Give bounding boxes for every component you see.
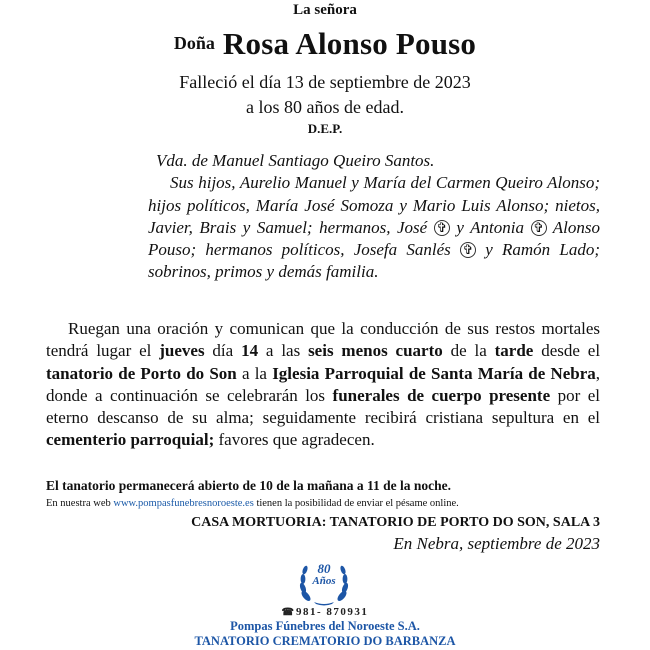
announcement-text: a las	[265, 341, 301, 361]
web-suffix: tienen la posibilidad de enviar el pésame online.	[256, 498, 459, 509]
family-text-3: Alonso Pouso; hermanos políticos, Josefa Sanlés	[148, 217, 601, 260]
name-prefix: Doña	[173, 33, 215, 53]
web-notice	[46, 498, 606, 509]
cross-icon: ✞	[434, 220, 450, 236]
announcement-bold: tanatorio de Porto do Son	[46, 363, 237, 383]
dep-label: D.E.P.	[307, 121, 343, 136]
death-date: Falleció el día 13 de septiembre de 2023	[179, 72, 471, 92]
announcement-text: de la	[450, 341, 487, 361]
family-text-1: Sus hijos, Aurelio Manuel y María del Carmen Queiro Alonso; hijos políticos, María José Somoza y Mario Luis Alonso; nietos, Javier, Brais y Samuel; hermanos, José	[148, 173, 600, 237]
announcement-bold: funerales de cuerpo presente	[332, 385, 551, 405]
mortuary-location: CASA MORTUORIA: TANATORIO DE PORTO DO SON, SALA 3	[191, 515, 600, 530]
announcement-text: Ruegan una oración y comunican que la conducción de sus restos mortales tendrá lugar el	[46, 319, 600, 361]
announcement-bold: tarde	[494, 341, 534, 361]
deceased-name-line	[0, 26, 650, 62]
web-prefix: En nuestra web	[46, 498, 111, 509]
cross-icon: ✞	[460, 242, 476, 258]
announcement-text: desde el	[541, 341, 601, 361]
phone-icon: ☎	[281, 607, 295, 618]
phone-line	[0, 606, 650, 618]
age-at-death: a los 80 años de edad.	[246, 97, 404, 117]
announcement-bold: 14	[241, 341, 259, 361]
cross-icon: ✞	[531, 220, 547, 236]
widow-line: Vda. de Manuel Santiago Queiro Santos.	[156, 151, 435, 170]
company-name: Pompas Fúnebres del Noroeste S.A.	[230, 619, 420, 633]
family-list	[148, 150, 600, 284]
phone-number: 981- 870931	[296, 606, 369, 618]
emblem-word: Años	[312, 575, 336, 587]
anniversary-emblem	[292, 558, 356, 608]
emblem-number: 80	[317, 561, 331, 576]
crematorium-name: TANATORIO CREMATORIO DO BARBANZA	[194, 634, 456, 648]
website-link[interactable]: www.pompasfunebresnoroeste.es	[113, 498, 254, 509]
place-date: En Nebra, septiembre de 2023	[393, 534, 600, 553]
intro-title: La señora	[293, 2, 357, 18]
family-text-4: y Ramón Lado; sobrinos, primos y demás familia.	[148, 240, 600, 282]
announcement-text: , donde a continuación se celebrarán los	[46, 363, 601, 405]
announcement-text: a la	[241, 363, 267, 383]
funeral-announcement	[46, 318, 600, 452]
announcement-text: favores que agradecen.	[218, 430, 375, 450]
deceased-name: Rosa Alonso Pouso	[222, 26, 477, 61]
announcement-text: día	[212, 341, 234, 361]
announcement-bold: Iglesia Parroquial de Santa María de Nebra	[272, 363, 596, 383]
visiting-hours: El tanatorio permanecerá abierto de 10 de la mañana a 11 de la noche.	[46, 478, 451, 493]
announcement-bold: seis menos cuarto	[308, 341, 443, 361]
family-text-2: y Antonia	[456, 217, 524, 237]
announcement-text: por el eterno descanso de su alma; seguidamente recibirá cristiana sepultura en el	[46, 385, 601, 428]
announcement-bold: jueves	[159, 341, 205, 361]
announcement-bold: cementerio parroquial;	[46, 430, 215, 450]
